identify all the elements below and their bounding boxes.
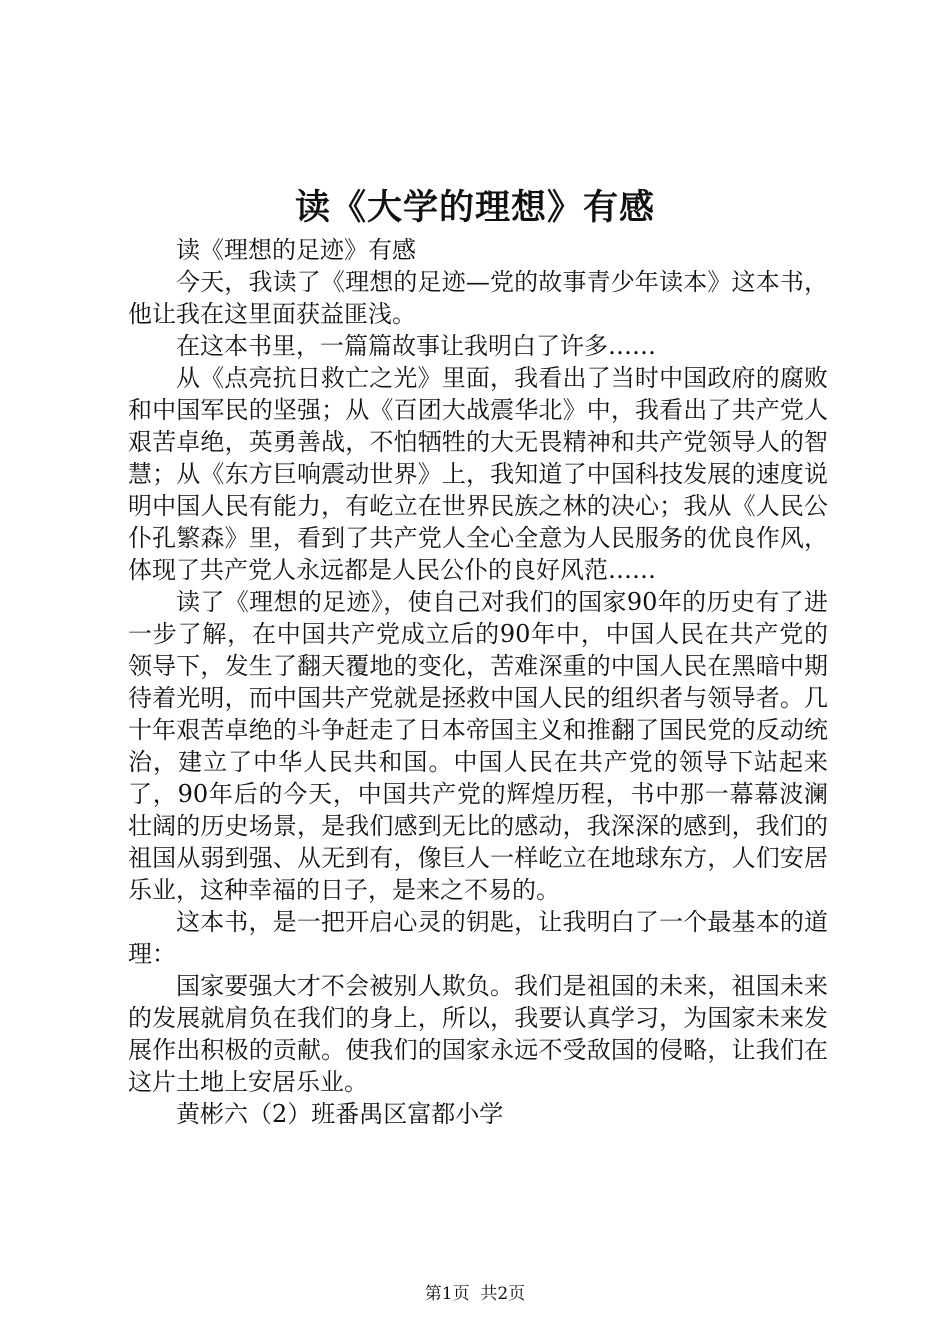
document-title: 读《大学的理想》有感 (294, 187, 655, 228)
subtitle-paragraph: 读《理想的足迹》有感 (176, 236, 416, 264)
body-paragraph: 在这本书里，一篇篇故事让我明白了许多…… (176, 332, 656, 360)
body-paragraph: 读了《理想的足迹》，使自己对我们的国家90年的历史有了进一步了解，在中国共产党成立后的90年中，中国人民在共产党的领导下，发生了翻天覆地的变化，苦难深重的中国人民在黑暗中期待着光明，而中国共产党就是拯救中国人民的组织者与领导者。几十年艰苦卓绝的斗争赶走了日本帝国主义和推翻了国民党的反动统治，建立了中华人民共和国。中国人民在共产党的领导下站起来了，90年后的今天，中国共产党的辉煌历程，书中那一幕幕波澜壮阔的历史场景，是我们感到无比的感动，我深深的感到，我们的祖国从弱到强、从无到有，像巨人一样屹立在地球东方，人们安居乐业，这种幸福的日子，是来之不易的。 (128, 588, 828, 904)
author-signature: 黄彬六（2）班番禺区富都小学 (176, 1100, 504, 1128)
page-footer (0, 1283, 950, 1305)
document-body (128, 234, 828, 1130)
body-paragraph: 国家要强大才不会被别人欺负。我们是祖国的未来，祖国未来的发展就肩负在我们的身上，所以，我要认真学习，为国家未来发展作出积极的贡献。使我们的国家永远不受敌国的侵略，让我们在这片土地上安居乐业。 (128, 972, 828, 1096)
body-paragraph: 从《点亮抗日救亡之光》里面，我看出了当时中国政府的腐败和中国军民的坚强；从《百团大战震华北》中，我看出了共产党人艰苦卓绝，英勇善战，不怕牺牲的大无畏精神和共产党领导人的智慧；从《东方巨响震动世界》上，我知道了中国科技发展的速度说明中国人民有能力，有屹立在世界民族之林的决心；我从《人民公仆孔繁森》里，看到了共产党人全心全意为人民服务的优良作风，体现了共产党人永远都是人民公仆的良好风范…… (128, 364, 828, 584)
body-paragraph: 今天，我读了《理想的足迹—党的故事青少年读本》这本书，他让我在这里面获益匪浅。 (128, 268, 828, 328)
page-number: 第1页 共2页 (424, 1284, 526, 1304)
body-paragraph: 这本书，是一把开启心灵的钥匙，让我明白了一个最基本的道理： (128, 908, 828, 968)
